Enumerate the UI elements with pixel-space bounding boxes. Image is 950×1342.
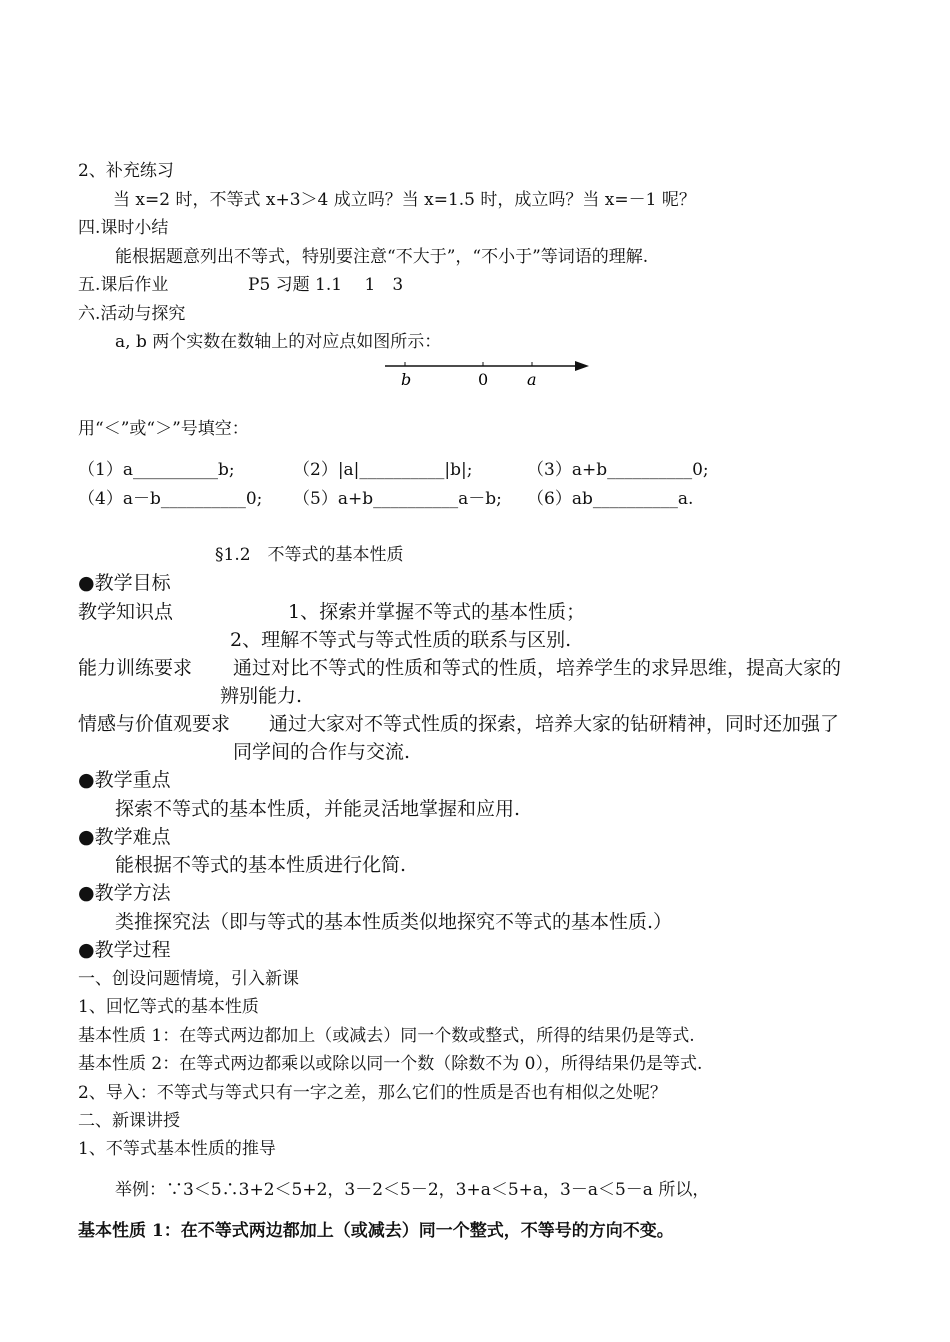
label-b: b bbox=[401, 370, 412, 389]
key-points-text: 探索不等式的基本性质，并能灵活地掌握和应用. bbox=[115, 798, 521, 820]
method-text: 类推探究法（即与等式的基本性质类似地探究不等式的基本性质.） bbox=[115, 911, 673, 933]
homework-text: P5 习题 1.1 1 3 bbox=[248, 275, 404, 295]
difficulties-text: 能根据不等式的基本性质进行化简. bbox=[115, 854, 407, 876]
heading-summary: 四.课时小结 bbox=[78, 218, 169, 238]
heading-activity: 六.活动与探究 bbox=[78, 304, 186, 324]
heading-teaching-goals: ●教学目标 bbox=[78, 572, 171, 594]
question-5: （5）a+b__________a－b; bbox=[293, 489, 502, 509]
example-text: 举例：∵3＜5∴3+2＜5+2，3－2＜5－2，3+a＜5+a，3－a＜5－a 所以， bbox=[115, 1180, 710, 1200]
section-title: §1.2 不等式的基本性质 bbox=[215, 545, 404, 565]
number-line-figure bbox=[385, 358, 595, 390]
label-knowledge-points: 教学知识点 bbox=[78, 601, 174, 623]
summary-text: 能根据题意列出不等式，特别要注意“不大于”，“不小于”等词语的理解. bbox=[115, 247, 649, 267]
exercise-question: 当 x=2 时，不等式 x+3＞4 成立吗？当 x=1.5 时，成立吗？当 x=－1 呢？ bbox=[113, 190, 696, 210]
heading-homework: 五.课后作业 bbox=[78, 275, 169, 295]
question-4: （4）a－b__________0; bbox=[78, 489, 263, 509]
inequality-property-1: 基本性质 1：在不等式两边都加上（或减去）同一个整式，不等号的方向不变。 bbox=[78, 1221, 674, 1241]
ability-text-cont: 辨别能力. bbox=[220, 685, 303, 707]
question-1: （1）a__________b; bbox=[78, 460, 235, 480]
heading-difficulties: ●教学难点 bbox=[78, 826, 171, 848]
values-text-cont: 同学间的合作与交流. bbox=[233, 741, 411, 763]
label-values: 情感与价值观要求 bbox=[78, 713, 231, 735]
activity-intro: a, b 两个实数在数轴上的对应点如图所示： bbox=[115, 332, 442, 352]
process-step-2: 二、新课讲授 bbox=[78, 1111, 180, 1131]
arrow-icon bbox=[575, 361, 589, 371]
label-zero: 0 bbox=[478, 370, 489, 389]
heading-supplementary-exercise: 2、补充练习 bbox=[78, 161, 174, 181]
ability-text: 通过对比不等式的性质和等式的性质，培养学生的求异思维，提高大家的 bbox=[233, 657, 842, 679]
process-step-1: 一、创设问题情境，引入新课 bbox=[78, 969, 299, 989]
heading-process: ●教学过程 bbox=[78, 939, 171, 961]
question-3: （3）a+b__________0; bbox=[527, 460, 709, 480]
equality-property-2: 基本性质 2：在等式两边都乘以或除以同一个数（除数不为 0），所得结果仍是等式. bbox=[78, 1054, 703, 1074]
question-2: （2）|a|__________|b|; bbox=[293, 460, 473, 480]
equality-property-1: 基本性质 1：在等式两边都加上（或减去）同一个数或整式，所得的结果仍是等式. bbox=[78, 1026, 695, 1046]
knowledge-point-2: 2、理解不等式与等式性质的联系与区别. bbox=[230, 629, 572, 651]
derivation-heading: 1、不等式基本性质的推导 bbox=[78, 1139, 276, 1159]
fill-instruction: 用“＜”或“＞”号填空： bbox=[78, 419, 249, 439]
heading-key-points: ●教学重点 bbox=[78, 769, 171, 791]
heading-method: ●教学方法 bbox=[78, 882, 171, 904]
knowledge-point-1: 1、探索并掌握不等式的基本性质； bbox=[288, 601, 586, 623]
label-a: a bbox=[527, 370, 537, 389]
label-ability-requirements: 能力训练要求 bbox=[78, 657, 193, 679]
introduction-text: 2、导入：不等式与等式只有一字之差，那么它们的性质是否也有相似之处呢？ bbox=[78, 1083, 667, 1103]
recall-heading: 1、回忆等式的基本性质 bbox=[78, 997, 259, 1017]
question-6: （6）ab__________a. bbox=[527, 489, 694, 509]
values-text: 通过大家对不等式性质的探索，培养大家的钻研精神，同时还加强了 bbox=[269, 713, 840, 735]
